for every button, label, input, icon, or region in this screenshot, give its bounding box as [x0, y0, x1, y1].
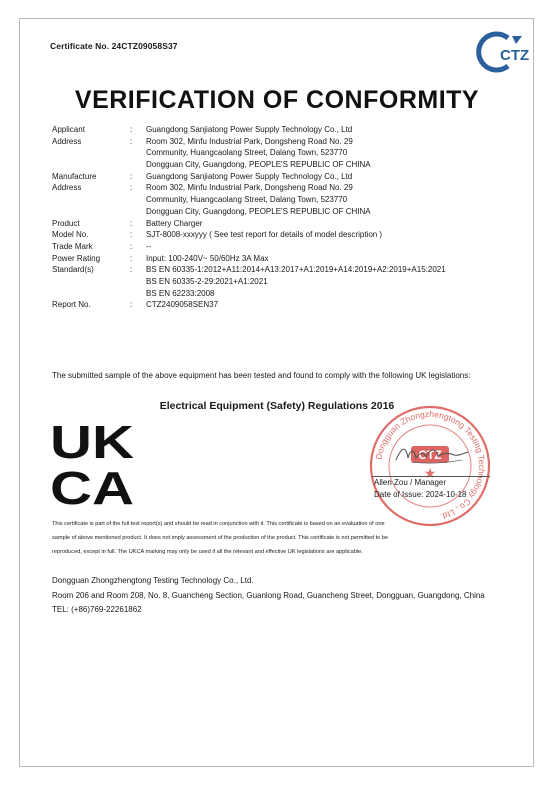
page-title: VERIFICATION OF CONFORMITY: [74, 86, 480, 114]
fine-print-line: reproduced, except in full. The UKCA marking may only be used if all the relevant and effective UK legislations are applicable.: [52, 549, 363, 555]
date-of-issue: Date of Issue: 2024-10-18: [374, 490, 467, 499]
field-row-product: Product : Battery Charger: [52, 218, 203, 228]
field-row-continuation: Dongguan City, Guangdong, PEOPLE'S REPUBLIC OF CHINA: [146, 206, 371, 216]
field-row-continuation: BS EN 62233:2008: [146, 288, 215, 298]
signature-line: [372, 476, 490, 477]
logo-text: CTZ: [500, 47, 530, 64]
lab-name: Dongguan Zhongzhengtong Testing Technology Co., Ltd.: [52, 576, 254, 585]
lab-address: Room 206 and Room 208, No. 8, Guancheng Section, Guanlong Road, Guancheng Street, Dongguan, Guangdong, China: [52, 590, 485, 600]
lab-telephone: TEL: (+86)769-22261862: [52, 605, 142, 614]
certificate-fields: [52, 124, 512, 311]
svg-text:CTZ: CTZ: [418, 448, 442, 462]
fine-print-line: This certificate is part of the full test report(s) and should be read in conjunction with it. This certificate is based on an evaluation of one: [52, 521, 385, 527]
ukca-mark-icon: [50, 416, 135, 514]
field-row-address: Address : Room 302, Minfu Industrial Park, Dongsheng Road No. 29: [52, 183, 353, 193]
field-row-applicant: Applicant : Guangdong Sanjiatong Power Supply Technology Co., Ltd: [52, 125, 353, 134]
field-row-model: Model No. : SJT-8008-xxxyyy ( See test report for details of model description ): [52, 230, 383, 240]
testing-lab-info: [52, 574, 502, 618]
field-row-power-rating: Power Rating : Input: 100-240V~ 50/60Hz 3A Max: [52, 253, 269, 263]
field-row-manufacture: Manufacture : Guangdong Sanjiatong Power Supply Technology Co., Ltd: [52, 171, 353, 181]
field-row-continuation: Community, Huangcaolang Street, Dalang Town, 523770: [146, 195, 348, 205]
svg-text:★: ★: [423, 465, 437, 481]
certificate-number: Certificate No. 24CTZ09058S37: [50, 41, 178, 51]
signatory-name: Allen Zou / Manager: [374, 478, 447, 487]
field-row-report-no: Report No. : CTZ2409058SEN37: [52, 300, 219, 310]
svg-text:Dongguan Zhongzhengtong Testin: Dongguan Zhongzhengtong Testing Technology Co., Ltd.: [373, 408, 488, 522]
compliance-statement: The submitted sample of the above equipment has been tested and found to comply with the following UK legislations:: [52, 371, 471, 380]
regulation-title: Electrical Equipment (Safety) Regulations 2016: [159, 400, 395, 412]
field-row-standards: Standard(s) : BS EN 60335-1:2012+A11:2014+A13:2017+A1:2019+A14:2019+A2:2019+A15:2021: [52, 265, 446, 275]
field-row-address: Address : Room 302, Minfu Industrial Park, Dongsheng Road No. 29: [52, 136, 353, 146]
field-row-continuation: Community, Huangcaolang Street, Dalang Town, 523770: [146, 148, 348, 158]
field-row-trade-mark: Trade Mark : --: [52, 241, 152, 251]
svg-text:CA: CA: [50, 462, 134, 514]
field-row-continuation: BS EN 60335-2-29:2021+A1:2021: [146, 276, 268, 286]
handwritten-signature-icon: [392, 442, 472, 468]
fine-print-line: sample of above mentioned product. It does not imply assessment of the production of the product. This certificate is not permitted to be: [52, 535, 389, 541]
fine-print: [52, 517, 504, 559]
field-row-continuation: Dongguan City, Guangdong, PEOPLE'S REPUBLIC OF CHINA: [146, 160, 371, 170]
svg-text:UK: UK: [50, 416, 134, 468]
ctz-logo-icon: [470, 30, 530, 74]
